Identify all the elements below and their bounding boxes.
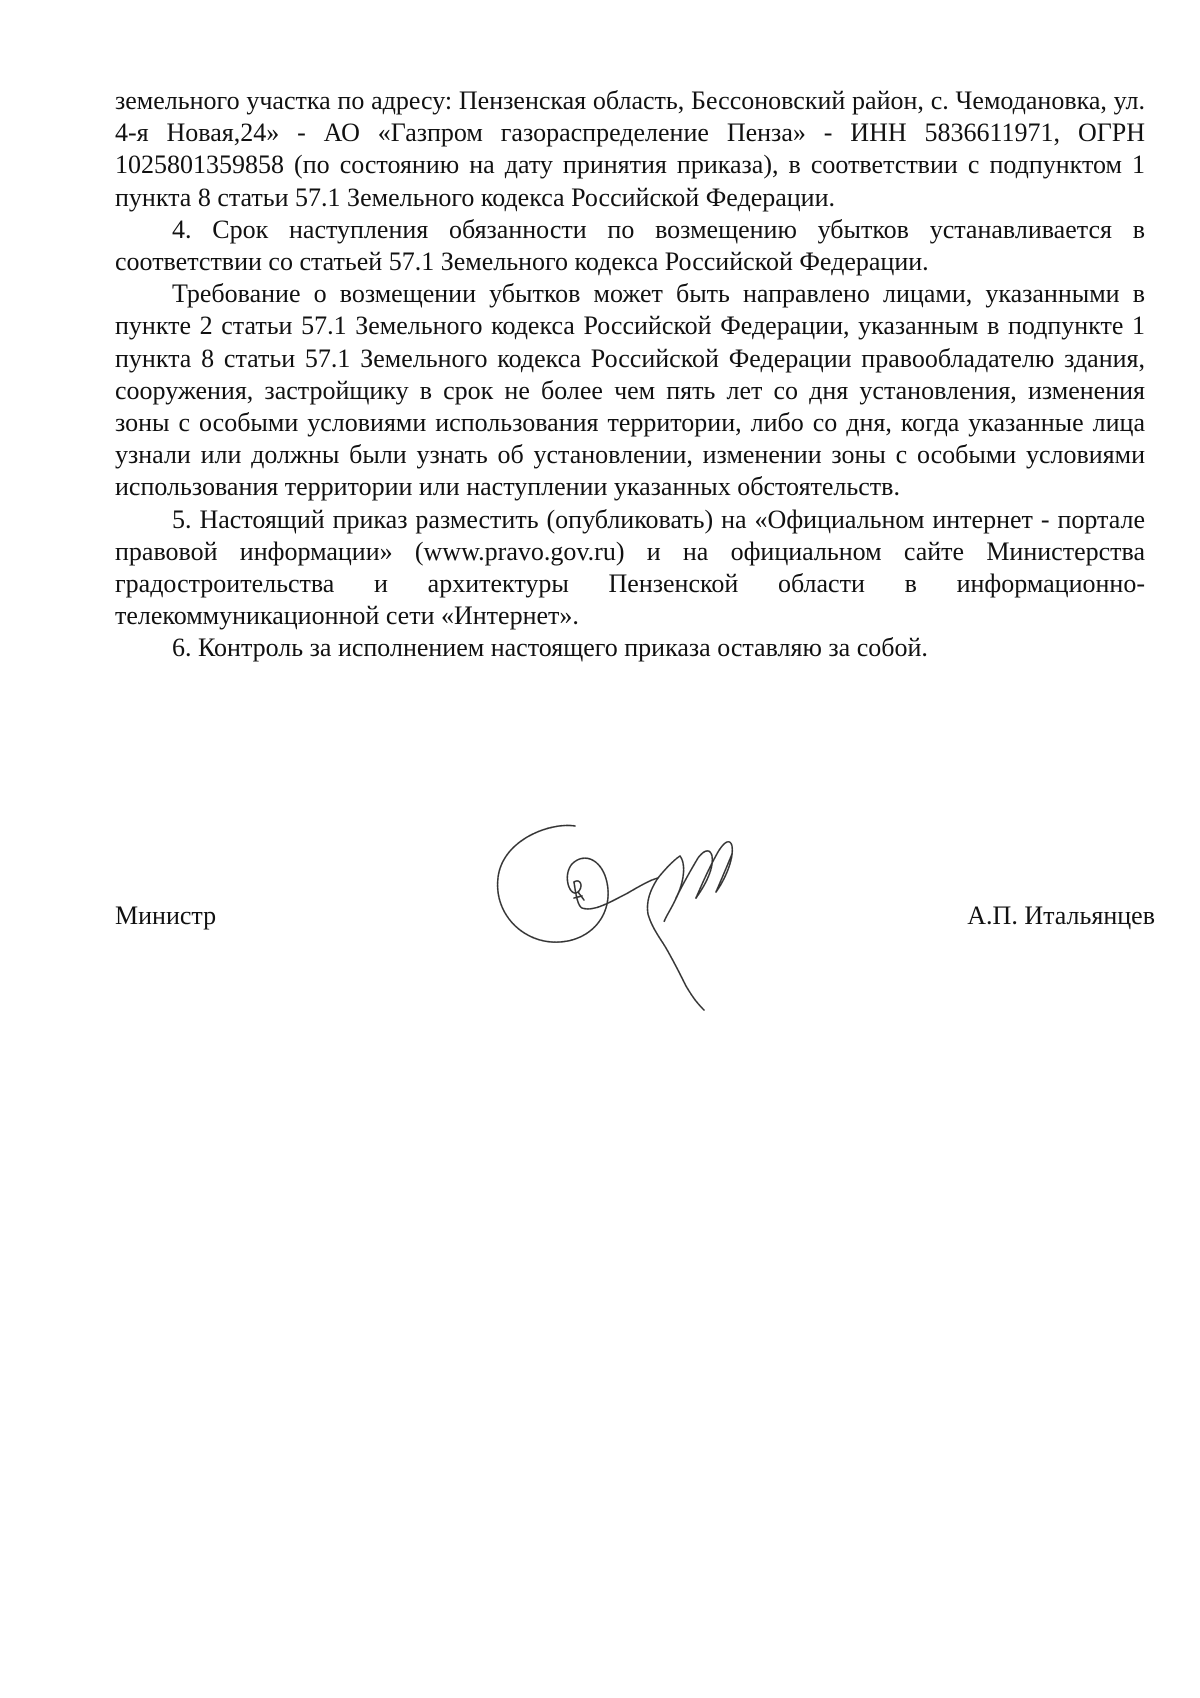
paragraph-item-5: 5. Настоящий приказ разместить (опубликовать) на «Официальном интернет - портале правовой информации» (www.pravo.gov.ru) и на официальном сайте Министерства градостроительства и архитектуры Пензенской области в информационно-телекоммуникационной сети «Интернет». (115, 504, 1145, 631)
signer-name: А.П. Итальянцев (967, 901, 1155, 930)
document-body (115, 85, 1145, 665)
paragraph-item-4: 4. Срок наступления обязанности по возмещению убытков устанавливается в соответствии со статьей 57.1 Земельного кодекса Российской Федерации. (115, 214, 1145, 277)
paragraph-item-6: 6. Контроль за исполнением настоящего приказа оставляю за собой. (172, 633, 928, 663)
paragraph-damages-claim: Требование о возмещении убытков может быть направлено лицами, указанными в пункте 2 статьи 57.1 Земельного кодекса Российской Федерации, указанным в подпункте 1 пункта 8 статьи 57.1 Земельного кодекса Российской Федерации правообладателю здания, сооружения, застройщику в срок не более чем пять лет со дня установления, изменения зоны с особыми условиями использования территории, либо со дня, когда указанные лица узнали или должны были узнать об установлении, изменении зоны с особыми условиями использования территории или наступлении указанных обстоятельств. (115, 279, 1145, 502)
paragraph-continuation: земельного участка по адресу: Пензенская область, Бессоновский район, с. Чемодановка, ул. 4-я Новая,24» - АО «Газпром газораспределение Пенза» - ИНН 5836611971, ОГРН 1025801359858 (по состоянию на дату принятия приказа), в соответствии с подпунктом 1 пункта 8 статьи 57.1 Земельного кодекса Российской Федерации. (115, 86, 1145, 212)
handwritten-signature (490, 820, 770, 1020)
signer-position: Министр (115, 901, 217, 930)
